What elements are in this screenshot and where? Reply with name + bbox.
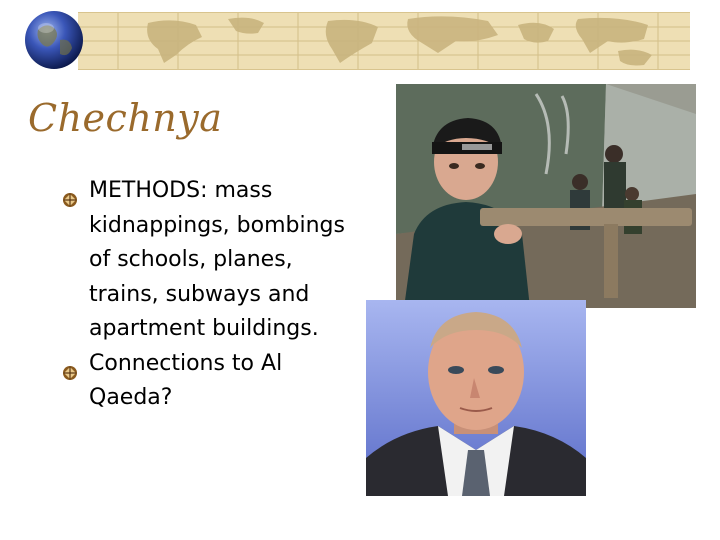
slide-title: Chechnya: [28, 96, 223, 140]
header-map-banner: [78, 12, 690, 70]
bullet-item: [62, 347, 362, 416]
bullet-diamond-icon: [62, 358, 78, 374]
photo-putin-portrait: [366, 300, 586, 496]
photo-boy-with-toy-rifle: [396, 84, 696, 308]
bullet-text: Connections to Al Qaeda?: [89, 350, 283, 410]
bullet-text: METHODS: mass kidnappings, bombings of schools, planes, trains, subways and apartment buildings.: [89, 178, 345, 341]
globe-icon: [24, 10, 84, 70]
bullet-list: [62, 174, 362, 416]
bullet-diamond-icon: [62, 185, 78, 201]
bullet-item: [62, 174, 362, 347]
